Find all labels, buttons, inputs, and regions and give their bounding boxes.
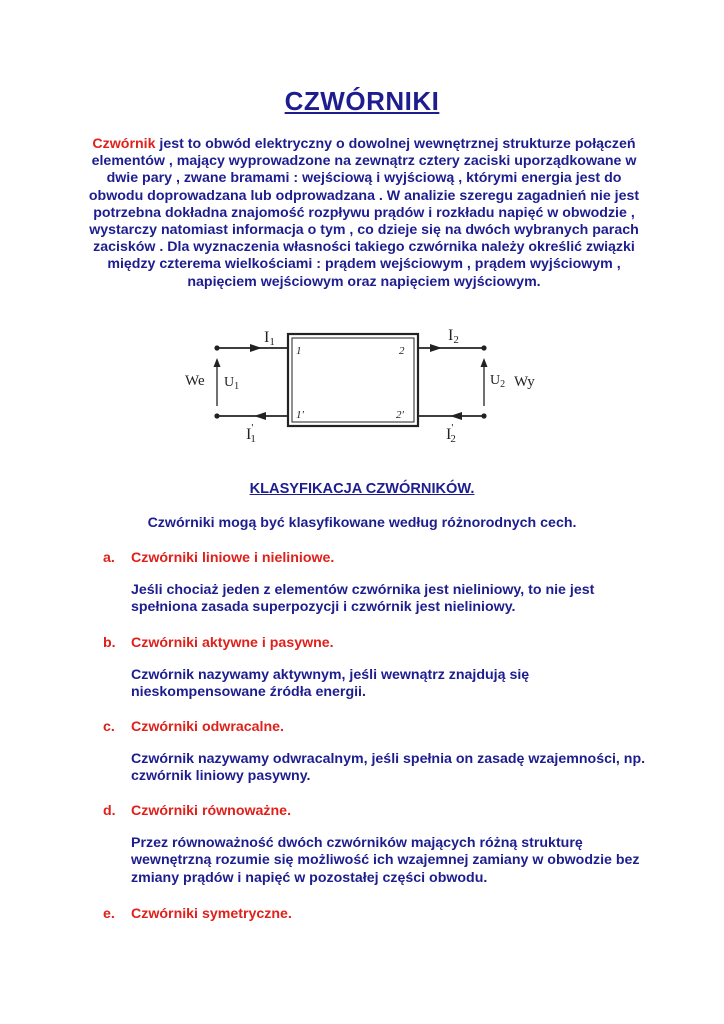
current-out-arrowhead (430, 344, 442, 352)
item-label: e. Czwórniki symetryczne. (103, 906, 292, 922)
terminal-in-top (214, 345, 219, 350)
terminal-1p-label: 1' (296, 409, 304, 421)
current-in-return-arrowhead (254, 412, 266, 420)
item-label: a. Czwórniki liniowe i nieliniowe. (103, 550, 335, 566)
terminal-out-top (481, 345, 486, 350)
voltage-out-label: $U_2$ (490, 373, 506, 390)
classification-item-e (103, 906, 663, 922)
intro-text: jest to obwód elektryczny o dowolnej wewnętrznej strukturze połączeń elementów , mający wyprowadzone na zewnątrz cztery zaciski uporządkowane w dwie pary , zwane bramami : wejściową i wyjściową , którymi energia jest do obwodu doprowadzana lub odprowadzana . W analizie szeregu zagadnień nie jest potrzebna dokładna znajomość rozpływu prądów i rozkładu napięć w obwodzie , wystarczy natomiast informacja o tym , co dzieje się na dwóch wybranych parach zacisków . Dla wyznaczenia własności takiego czwórnika należy określić związki między czterema wielkościami : prądem wejściowym , prądem wyjściowym , napięciem wejściowym oraz napięciem wyjściowym. (88, 136, 640, 290)
terminal-2-label: 2 (399, 345, 405, 357)
item-label: c. Czwórniki odwracalne. (103, 719, 284, 735)
voltage-in-label: $U_1$ (224, 375, 240, 392)
output-port-label: Wy (514, 374, 535, 390)
two-port-diagram (184, 322, 550, 460)
terminal-in-bottom (214, 413, 219, 418)
item-body: Czwórnik nazywamy odwracalnym, jeśli spełnia on zasadę wzajemności, np. czwórnik liniowy pasywny. (131, 751, 646, 785)
item-body: Jeśli chociaż jeden z elementów czwórnika jest nieliniowy, to nie jest spełniona zasada superpozycji i czwórnik jest nieliniowy. (131, 582, 595, 616)
item-label: b. Czwórniki aktywne i pasywne. (103, 635, 334, 651)
item-body: Czwórnik nazywamy aktywnym, jeśli wewnątrz znajdują się nieskompensowane źródła energii. (131, 667, 530, 701)
terminal-2p-label: 2' (396, 409, 404, 421)
page-title: CZWÓRNIKI (284, 86, 440, 116)
classification-item-d (103, 803, 663, 887)
intro-highlight: Czwórnik (92, 136, 156, 152)
current-in-return-label: I' 1 (246, 422, 256, 445)
current-out-return-label: I' 2 (446, 422, 456, 445)
classification-item-c (103, 719, 663, 786)
intro-paragraph (88, 136, 640, 291)
current-out-label: I2 (448, 327, 459, 346)
item-body: Przez równoważność dwóch czwórników mających różną strukturę wewnętrzną rozumie się możliwość ich wzajemnej zamiany w obwodzie bez zmiany prądów i napięć w pozostałej części obwodu. (131, 835, 640, 886)
current-in-arrowhead (250, 344, 262, 352)
classification-item-b (103, 635, 663, 702)
current-in-label: I1 (264, 329, 275, 348)
current-out-return-arrowhead (450, 412, 462, 420)
voltage-in-arrowhead (214, 358, 221, 367)
input-port-label: We (185, 373, 205, 389)
voltage-out-arrowhead (481, 358, 488, 367)
section-title: KLASYFIKACJA CZWÓRNIKÓW. (249, 481, 475, 497)
classification-item-a (103, 550, 663, 617)
terminal-out-bottom (481, 413, 486, 418)
item-label: d. Czwórniki równoważne. (103, 803, 292, 819)
terminal-1-label: 1 (296, 345, 302, 357)
section-intro: Czwórniki mogą być klasyfikowane według różnorodnych cech. (147, 515, 577, 531)
